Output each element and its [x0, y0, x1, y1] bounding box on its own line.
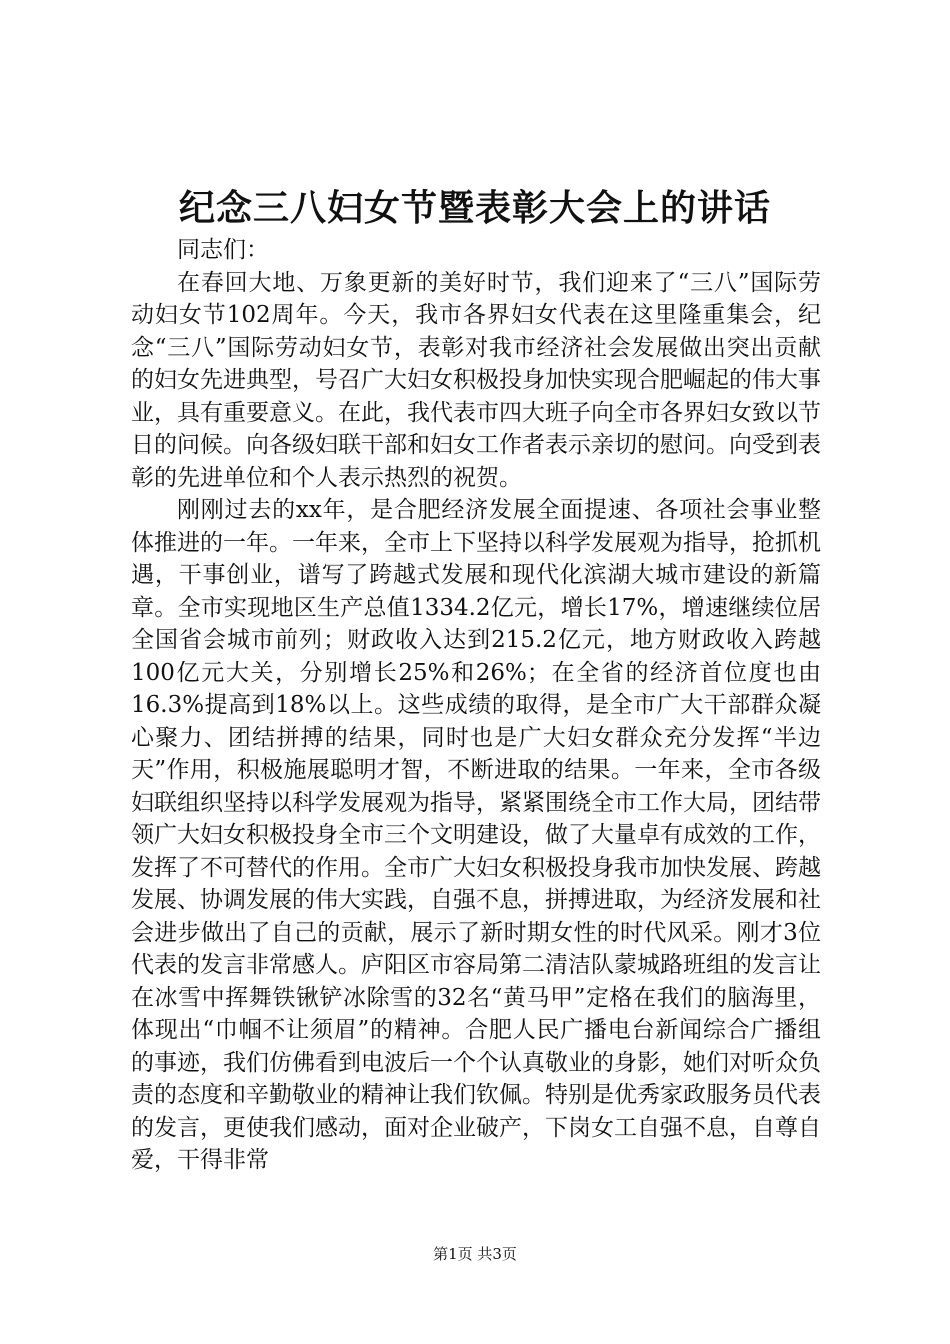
page-number-footer: 第1页 共3页	[433, 1245, 517, 1263]
salutation: 同志们：	[177, 237, 269, 263]
document-body	[131, 234, 821, 1177]
paragraph: 在春回大地、万象更新的美好时节，我们迎来了“三八”国际劳动妇女节102周年。今天，我市各界妇女代表在这里隆重集会，纪念“三八”国际劳动妇女节，表彰对我市经济社会发展做出突出贡献的妇女先进典型，号召广大妇女积极投身加快实现合肥崛起的伟大事业，具有重要意义。在此，我代表市四大班子向全市各界妇女致以节日的问候。向各级妇联干部和妇女工作者表示亲切的慰问。向受到表彰的先进单位和个人表示热烈的祝贺。	[131, 269, 821, 491]
document-title: 纪念三八妇女节暨表彰大会上的讲话	[178, 187, 771, 229]
paragraph: 刚刚过去的xx年，是合肥经济发展全面提速、各项社会事业整体推进的一年。一年来，全市上下坚持以科学发展观为指导，抢抓机遇，干事创业，谱写了跨越式发展和现代化滨湖大城市建设的新篇章。全市实现地区生产总值1334.2亿元，增长17%，增速继续位居全国省会城市前列；财政收入达到215.2亿元，地方财政收入跨越100亿元大关，分别增长25%和26%；在全省的经济首位度也由16.3%提高到18%以上。这些成绩的取得，是全市广大干部群众凝心聚力、团结拼搏的结果，同时也是广大妇女群众充分发挥“半边天”作用，积极施展聪明才智，不断进取的结果。一年来，全市各级妇联组织坚持以科学发展观为指导，紧紧围绕全市工作大局，团结带领广大妇女积极投身全市三个文明建设，做了大量卓有成效的工作，发挥了不可替代的作用。全市广大妇女积极投身我市加快发展、跨越发展、协调发展的伟大实践，自强不息，拼搏进取，为经济发展和社会进步做出了自己的贡献，展示了新时期女性的时代风采。刚才3位代表的发言非常感人。庐阳区市容局第二清洁队蒙城路班组的发言让在冰雪中挥舞铁锹铲冰除雪的32名“黄马甲”定格在我们的脑海里，体现出“巾帼不让须眉”的精神。合肥人民广播电台新闻综合广播组的事迹，我们仿佛看到电波后一个个认真敬业的身影，她们对听众负责的态度和辛勤敬业的精神让我们钦佩。特别是优秀家政服务员代表的发言，更使我们感动，面对企业破产，下岗女工自强不息，自尊自爱，干得非常	[131, 497, 821, 1173]
